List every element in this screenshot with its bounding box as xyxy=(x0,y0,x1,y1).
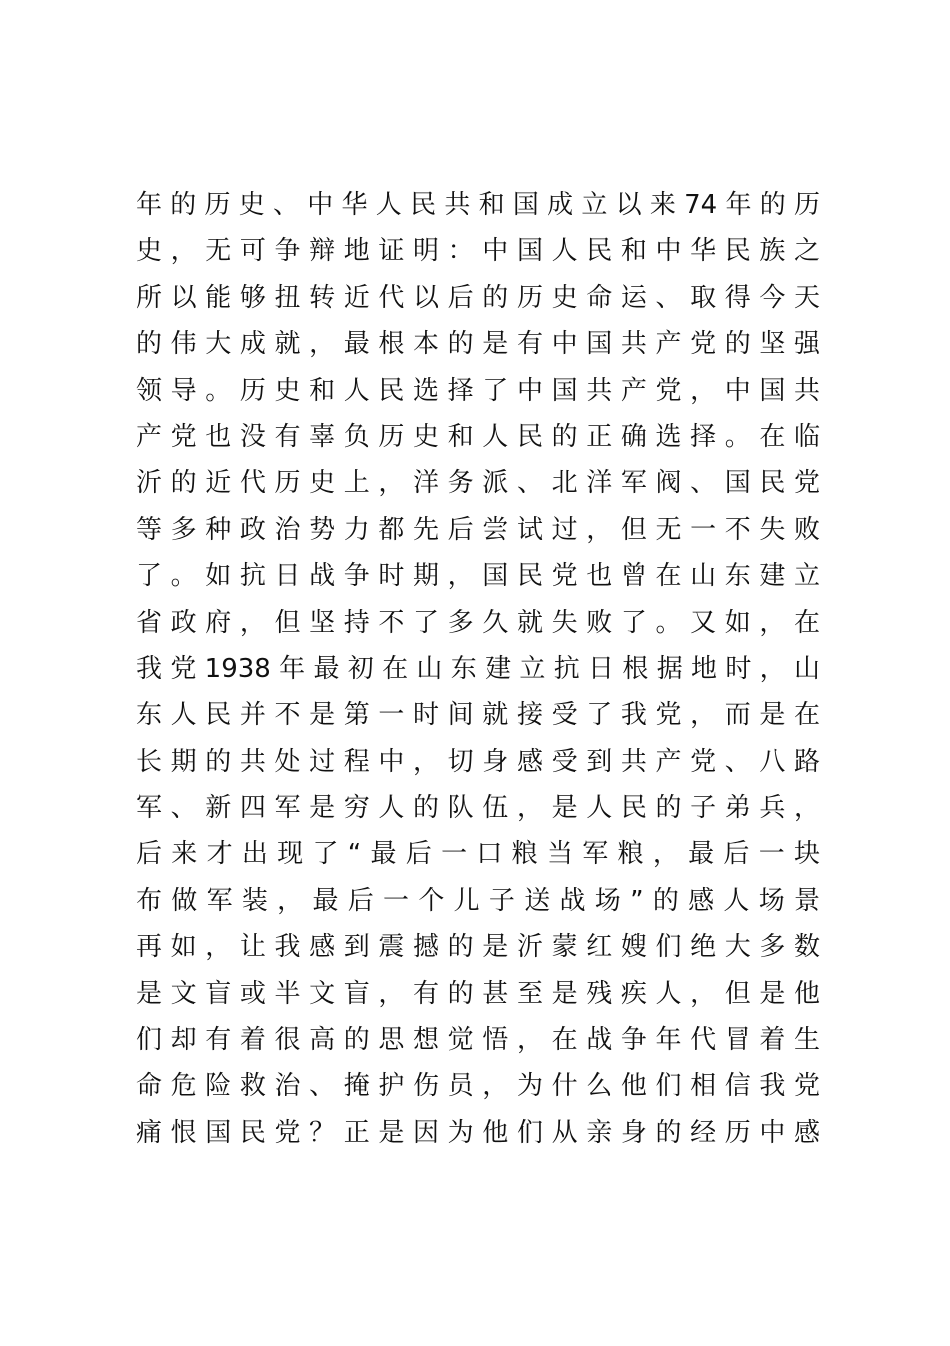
text-line: 长期的共处过程中，切身感受到共产党、八路 xyxy=(136,746,820,777)
text-line: 们却有着很高的思想觉悟，在战争年代冒着生 xyxy=(136,1025,820,1056)
text-line: 领导。历史和人民选择了中国共产党，中国共 xyxy=(136,375,820,406)
text-line: 痛恨国民党？正是因为他们从亲身的经历中感 xyxy=(136,1117,820,1148)
text-line: 年的历史、中华人民共和国成立以来74年的历 xyxy=(136,190,820,220)
text-line: 我党1938年最初在山东建立抗日根据地时，山 xyxy=(136,653,820,684)
text-line: 等多种政治势力都先后尝试过，但无一不失败 xyxy=(136,514,820,545)
text-line: 布做军装，最后一个儿子送战场”的感人场景 xyxy=(136,885,820,916)
text-line: 再如，让我感到震撼的是沂蒙红嫂们绝大多数 xyxy=(136,932,820,963)
text-line: 史，无可争辩地证明：中国人民和中华民族之 xyxy=(136,236,820,267)
text-line: 省政府，但坚持不了多久就失败了。又如，在 xyxy=(136,607,820,638)
text-line: 沂的近代历史上，洋务派、北洋军阀、国民党 xyxy=(136,468,820,499)
text-line: 产党也没有辜负历史和人民的正确选择。在临 xyxy=(136,421,820,452)
text-line: 所以能够扭转近代以后的历史命运、取得今天 xyxy=(136,282,820,313)
text-line: 是文盲或半文盲，有的甚至是残疾人，但是他 xyxy=(136,978,820,1009)
text-line: 了。如抗日战争时期，国民党也曾在山东建立 xyxy=(136,561,820,592)
text-line: 军、新四军是穷人的队伍，是人民的子弟兵， xyxy=(136,793,820,824)
body-paragraph xyxy=(136,182,820,1156)
text-line: 后来才出现了“最后一口粮当军粮，最后一块 xyxy=(136,839,820,870)
text-line: 东人民并不是第一时间就接受了我党，而是在 xyxy=(136,700,820,731)
text-line: 命危险救治、掩护伤员，为什么他们相信我党 xyxy=(136,1071,820,1102)
text-line: 的伟大成就，最根本的是有中国共产党的坚强 xyxy=(136,329,820,360)
